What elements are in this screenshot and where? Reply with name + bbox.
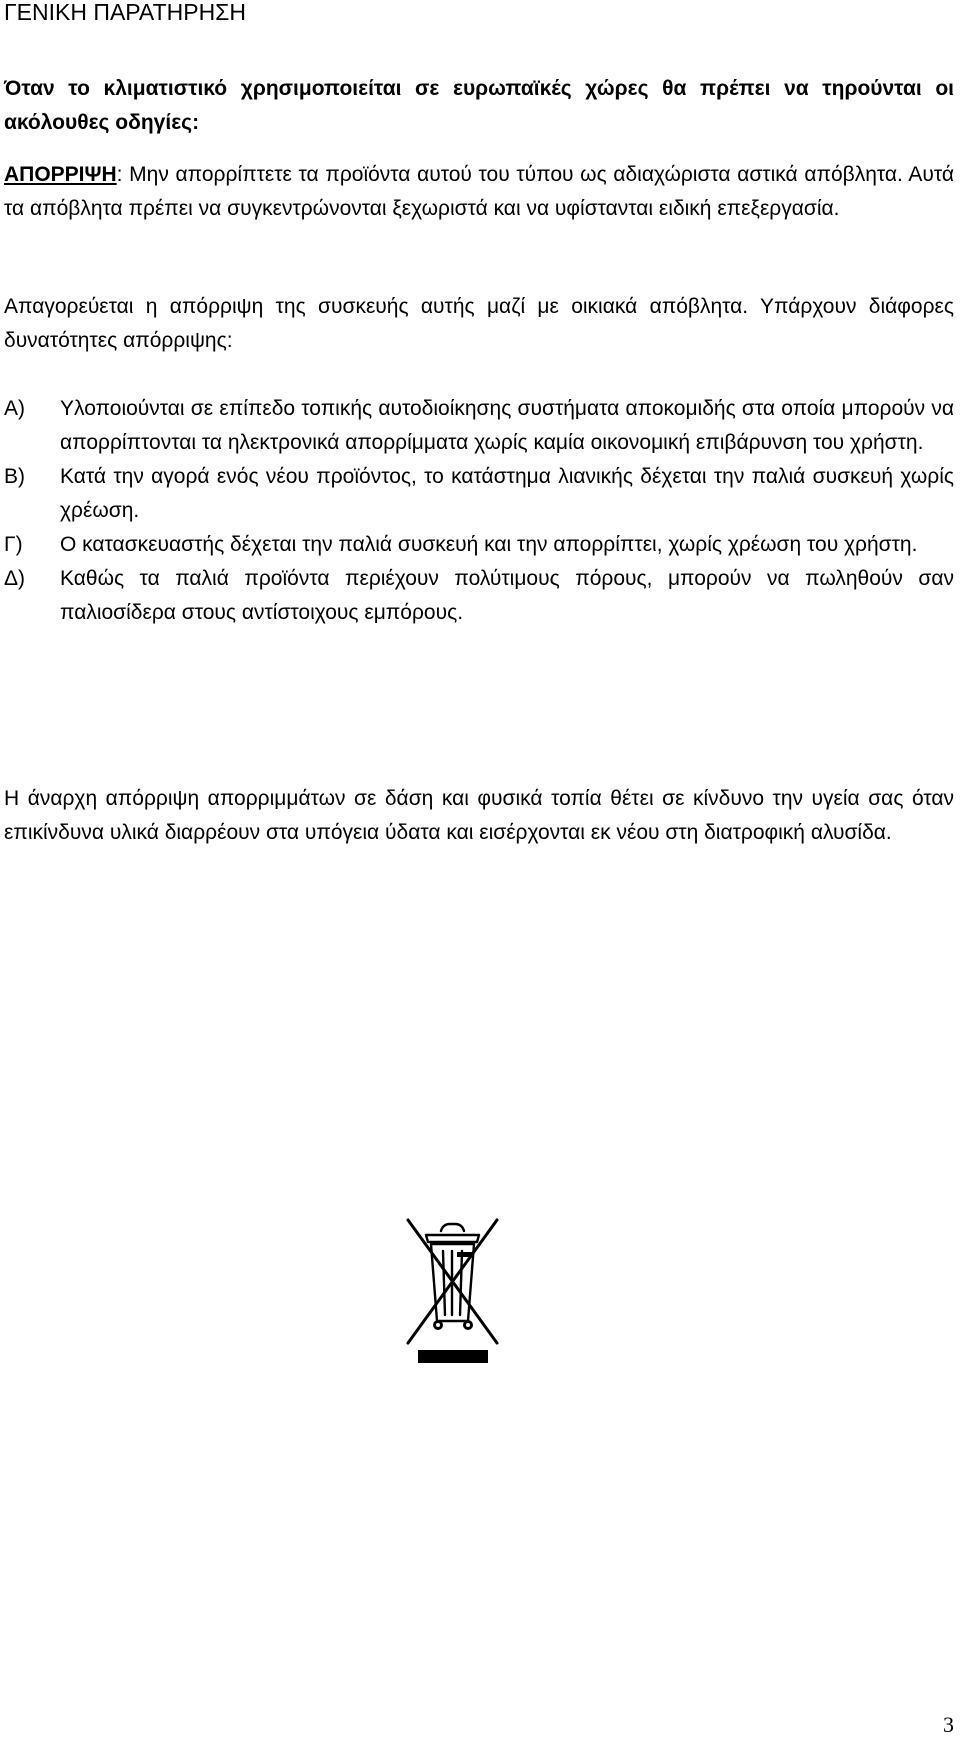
list-item-text: Υλοποιούνται σε επίπεδο τοπικής αυτοδιοίκησης συστήματα αποκομιδής στα οποία μπορούν να απορρίπτονται τα ηλεκτρονικά απορρίμματα χωρίς καμία οικονομική επιβάρυνση του χρήστη.: [60, 397, 954, 454]
list-item: [4, 460, 954, 528]
list-marker: Γ): [4, 533, 23, 556]
intro-paragraph: Όταν το κλιματιστικό χρησιμοποιείται σε ευρωπαϊκές χώρες θα πρέπει να τηρούνται οι ακόλουθες οδηγίες:: [4, 77, 954, 134]
list-item: [4, 392, 954, 460]
list-marker: Α): [4, 397, 25, 420]
disposal-paragraph: [4, 158, 954, 226]
warning-paragraph: Η άναρχη απόρριψη απορριμμάτων σε δάση και φυσικά τοπία θέτει σε κίνδυνο την υγεία σας όταν επικίνδυνα υλικά διαρρέουν στα υπόγεια ύδατα και εισέρχονται εκ νέου στη διατροφική αλυσίδα.: [4, 787, 954, 844]
disposal-label: ΑΠΟΡΡΙΨΗ: [4, 163, 117, 186]
list-item-text: Καθώς τα παλιά προϊόντα περιέχουν πολύτιμους πόρους, μπορούν να πωληθούν σαν παλιοσίδερα στους αντίστοιχους εμπόρους.: [60, 567, 954, 624]
page-number: 3: [943, 1712, 954, 1737]
section-heading: ΓΕΝΙΚΗ ΠΑΡΑΤΗΡΗΣΗ: [4, 0, 247, 25]
disposal-text: Μην απορρίπτετε τα προϊόντα αυτού του τύπου ως αδιαχώριστα αστικά απόβλητα. Αυτά τα απόβλητα πρέπει να συγκεντρώνονται ξεχωριστά και να υφίστανται ειδική επεξεργασία.: [4, 163, 954, 220]
list-item: [4, 562, 954, 630]
list-item: [4, 528, 954, 562]
disposal-options-list: [4, 392, 954, 630]
crossed-out-wheelie-bin-icon: [405, 1215, 500, 1365]
disposal-separator: :: [116, 163, 123, 186]
list-item-text: Ο κατασκευαστής δέχεται την παλιά συσκευή και την απορρίπτει, χωρίς χρέωση του χρήστη.: [60, 533, 918, 556]
list-marker: Δ): [4, 567, 26, 590]
prohibition-paragraph: Απαγορεύεται η απόρριψη της συσκευής αυτής μαζί με οικιακά απόβλητα. Υπάρχουν διάφορες δυνατότητες απόρριψης:: [4, 295, 954, 352]
list-marker: Β): [4, 465, 25, 488]
list-item-text: Κατά την αγορά ενός νέου προϊόντος, το κατάστημα λιανικής δέχεται την παλιά συσκευή χωρίς χρέωση.: [60, 465, 954, 522]
